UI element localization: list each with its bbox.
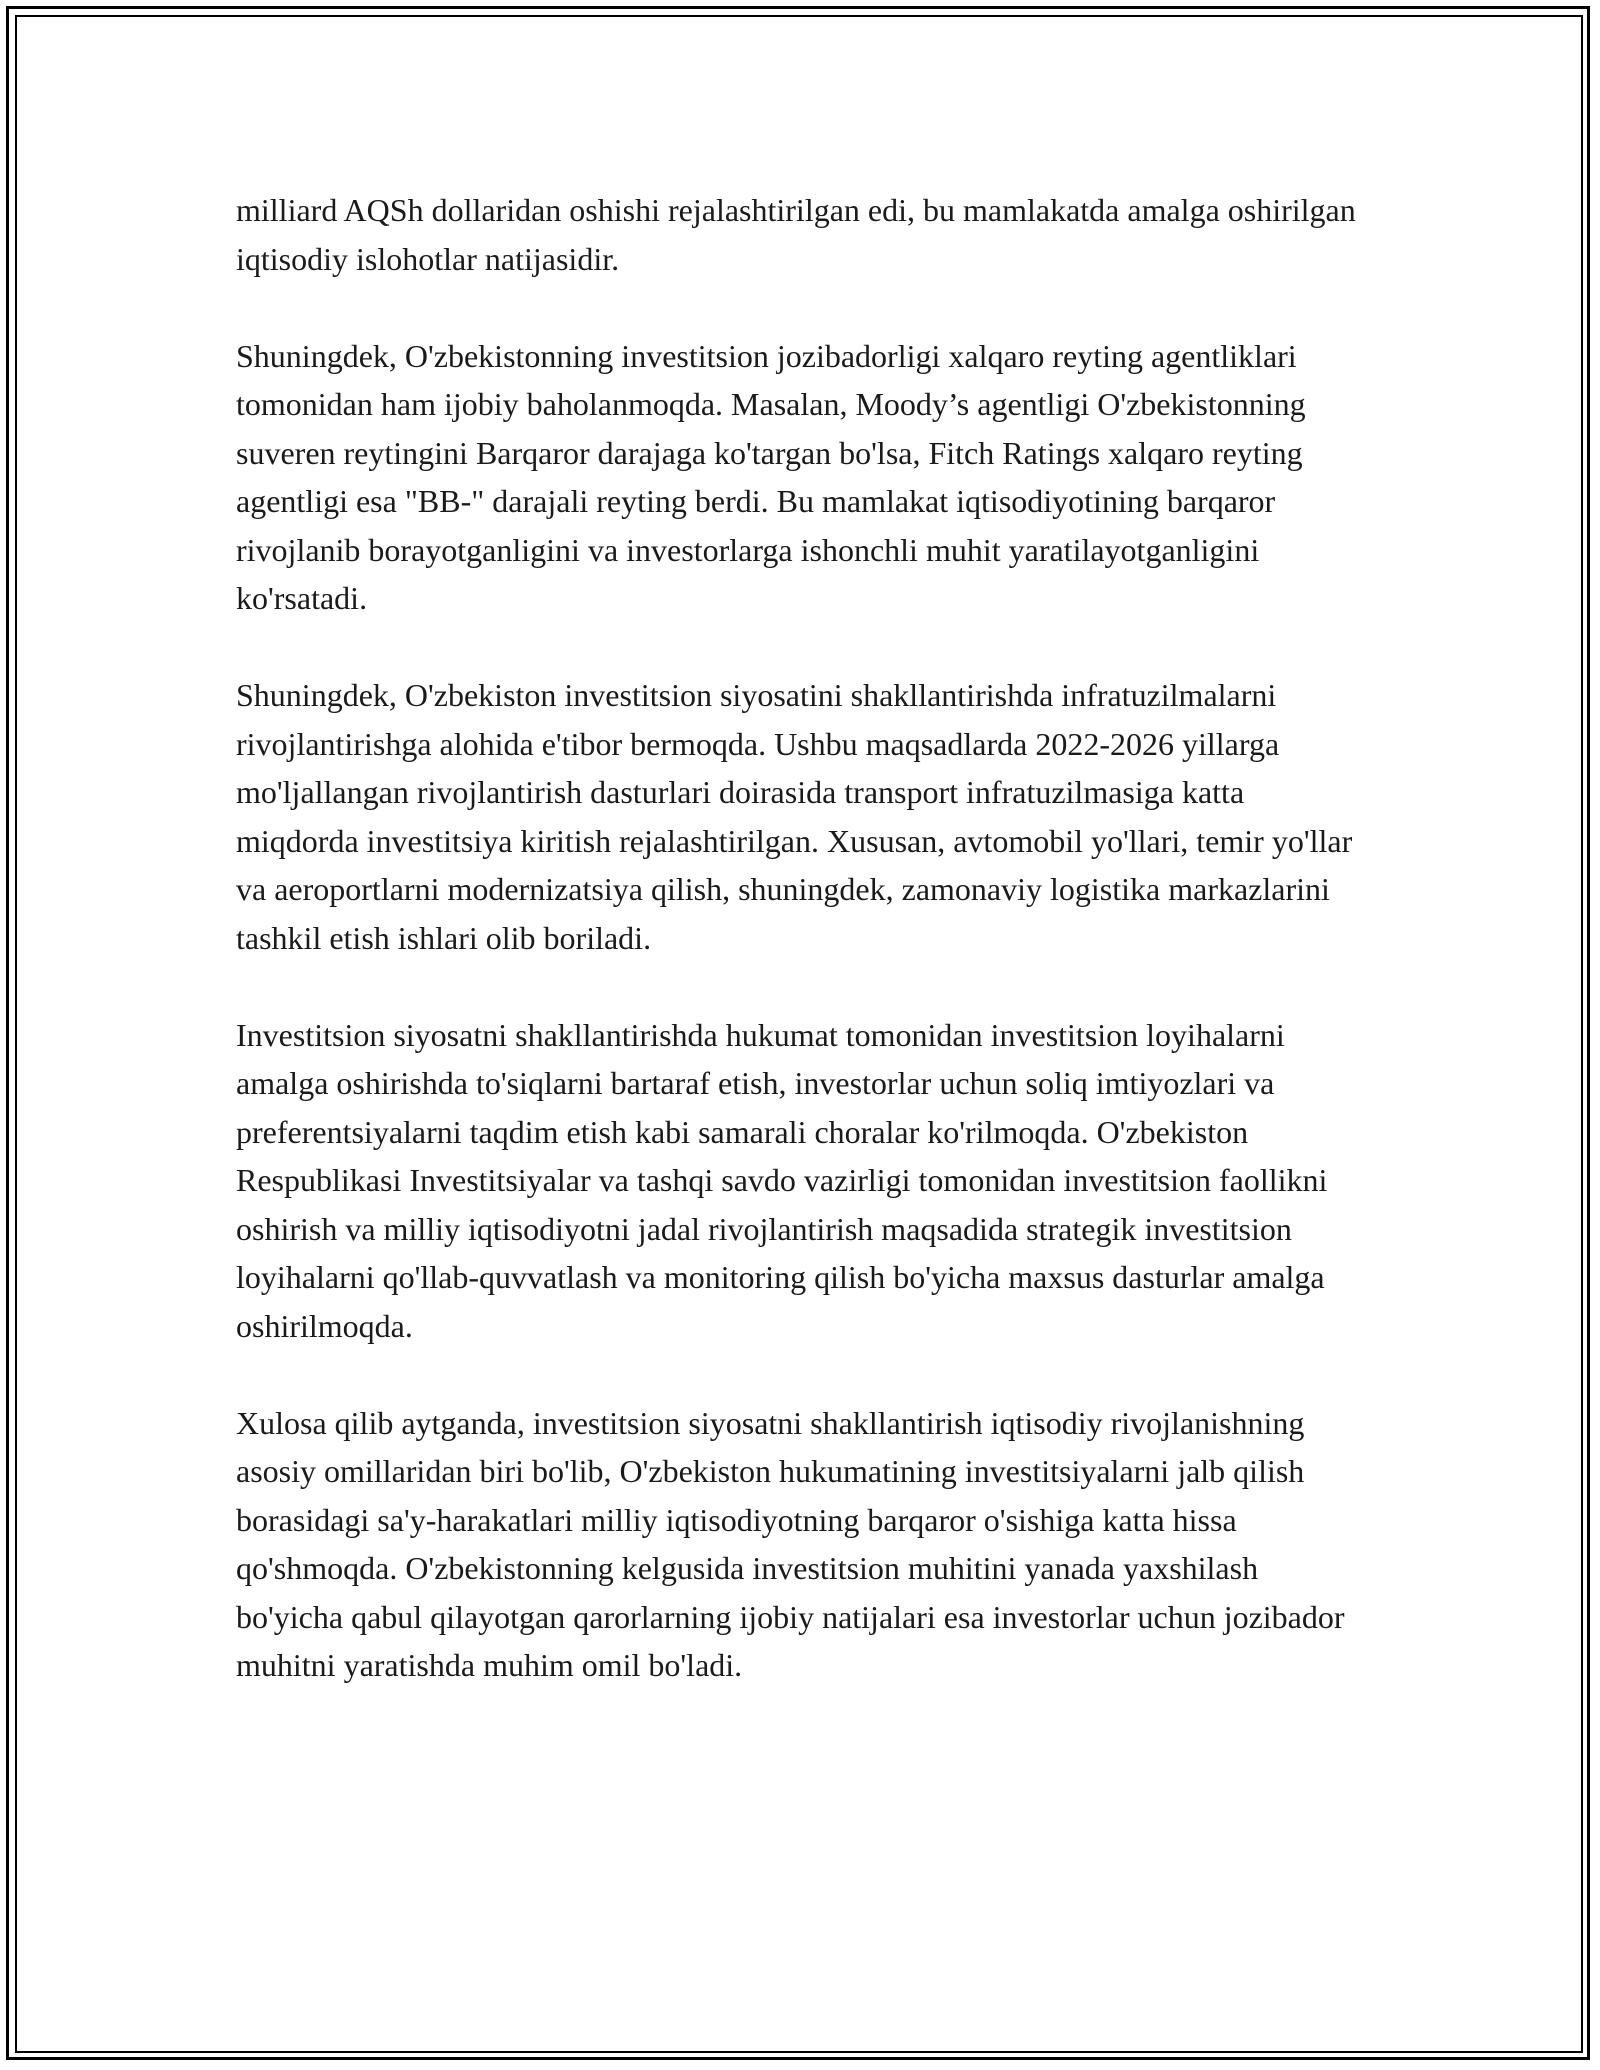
paragraph-1: milliard AQSh dollaridan oshishi rejalashtirilgan edi, bu mamlakatda amalga oshirilgan iqtisodiy islohotlar natijasidir.: [236, 192, 1356, 277]
paragraph-3: Shuningdek, O'zbekiston investitsion siyosatini shakllantirishda infratuzilmalarni rivojlantirishga alohida e'tibor bermoqda. Ushbu maqsadlarda 2022-2026 yillarga mo'ljallangan rivojlantirish dasturlari doirasida transport infratuzilmasiga katta miqdorda investitsiya kiritish rejalashtirilgan. Xususan, avtomobil yo'llari, temir yo'llar va aeroportlarni modernizatsiya qilish, shuningdek, zamonaviy logistika markazlarini tashkil etish ishlari olib boriladi.: [236, 677, 1353, 956]
paragraph-2: Shuningdek, O'zbekistonning investitsion jozibadorligi xalqaro reyting agentliklari tomonidan ham ijobiy baholanmoqda. Masalan, Moody’s agentligi O'zbekistonning suveren reytingini Barqaror darajaga ko'targan bo'lsa, Fitch Ratings xalqaro reyting agentligi esa "BB-" darajali reyting berdi. Bu mamlakat iqtisodiyotining barqaror rivojlanib borayotganligini va investorlarga ishonchli muhit yaratilayotganligini ko'rsatadi.: [236, 337, 1306, 616]
document-body: [236, 186, 1368, 1690]
paragraph-4: Investitsion siyosatni shakllantirishda hukumat tomonidan investitsion loyihalarni amalga oshirishda to'siqlarni bartaraf etish, investorlar uchun soliq imtiyozlari va preferentsiyalarni taqdim etish kabi samarali choralar ko'rilmoqda. O'zbekiston Respublikasi Investitsiyalar va tashqi savdo vazirligi tomonidan investitsion faollikni oshirish va milliy iqtisodiyotni jadal rivojlantirish maqsadida strategik investitsion loyihalarni qo'llab-quvvatlash va monitoring qilish bo'yicha maxsus dasturlar amalga oshirilmoqda.: [236, 1016, 1328, 1344]
paragraph-5: Xulosa qilib aytganda, investitsion siyosatni shakllantirish iqtisodiy rivojlanishning asosiy omillaridan biri bo'lib, O'zbekiston hukumatining investitsiyalarni jalb qilish borasidagi sa'y-harakatlari milliy iqtisodiyotning barqaror o'sishiga katta hissa qo'shmoqda. O'zbekistonning kelgusida investitsion muhitini yanada yaxshilash bo'yicha qabul qilayotgan qarorlarning ijobiy natijalari esa investorlar uchun jozibador muhitni yaratishda muhim omil bo'ladi.: [236, 1404, 1345, 1683]
